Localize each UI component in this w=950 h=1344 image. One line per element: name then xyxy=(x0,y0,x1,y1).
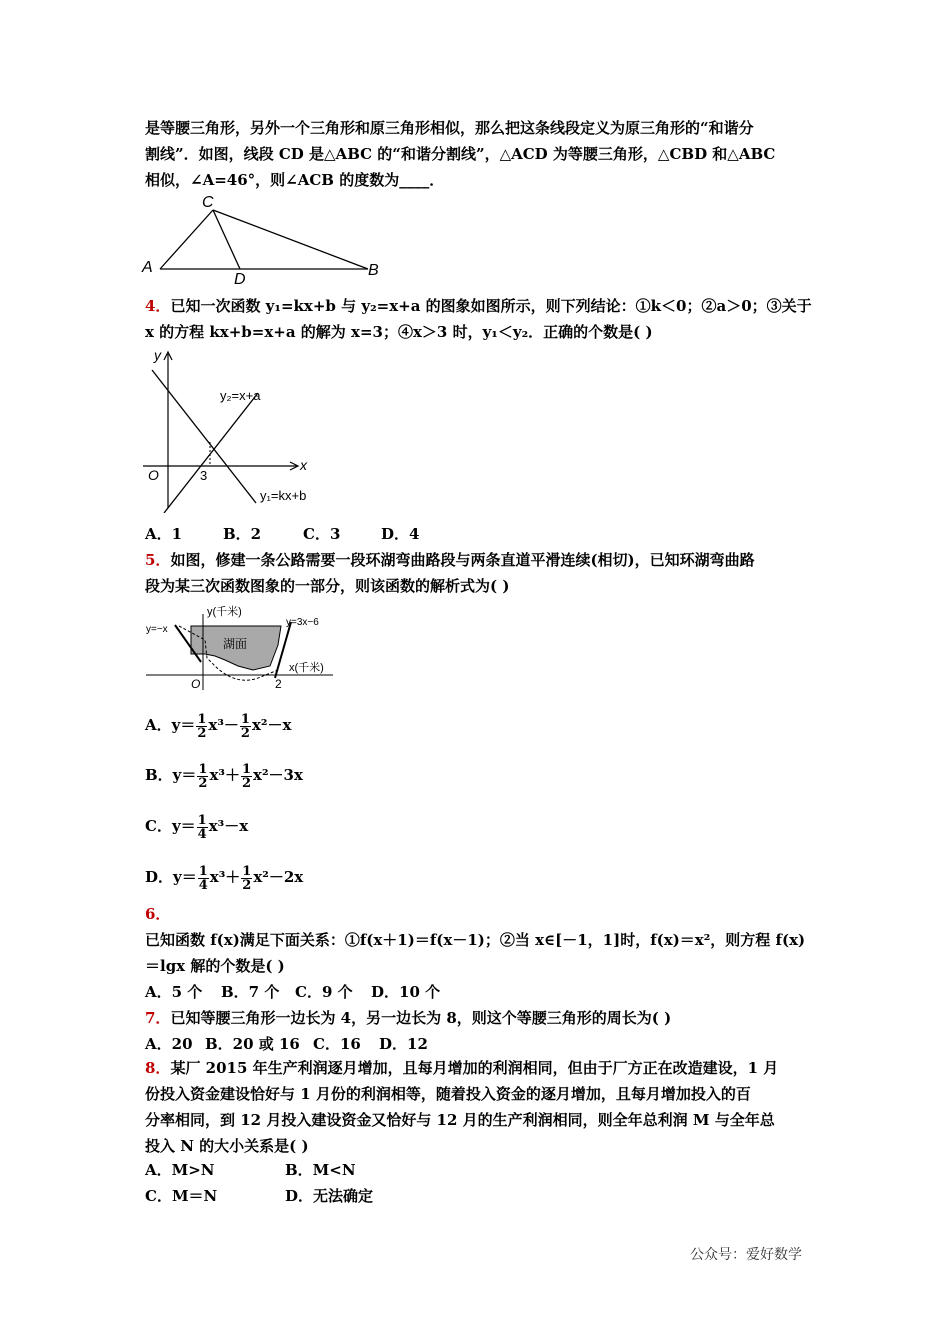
q6-option-c: C．9 个 xyxy=(295,983,353,1001)
footer-wechat: 公众号：爱好数学 xyxy=(690,1247,802,1263)
label-d: D xyxy=(234,271,246,284)
q8-number: 8． xyxy=(145,1059,171,1077)
q5-c-frac1: $\frac{1}{4}$ xyxy=(197,812,207,842)
q7-options xyxy=(145,1034,428,1054)
q5-line-2: 段为某三次函数图象的一部分，则该函数的解析式为( ) xyxy=(145,577,510,595)
linear-functions-graph xyxy=(138,348,338,513)
fig5-origin: O xyxy=(191,677,201,691)
fig5-left-line: y=−x xyxy=(146,624,168,635)
label-y1: y₁=kx+b xyxy=(260,488,307,503)
q8-line-4: 投入 N 的大小关系是( ) xyxy=(145,1137,309,1155)
graph-tick-3: 3 xyxy=(200,468,208,483)
q5-a-frac1: $\frac{1}{2}$ xyxy=(197,711,207,741)
graph-y-label: y xyxy=(154,348,161,363)
fig5-right-line: y=3x−6 xyxy=(286,617,319,628)
q4-line-2: x 的方程 kx+b=x+a 的解为 x=3；④x＞3 时，y₁＜y₂．正确的个数是( ) xyxy=(145,323,653,341)
q5-option-c xyxy=(145,813,248,841)
q8-text-1: 某厂 2015 年生产利润逐月增加，且每月增加的利润相同，但由于厂方正在改造建设，1 月 xyxy=(170,1059,779,1077)
q5-a-mid: x³－ xyxy=(208,716,239,734)
q5-option-d xyxy=(145,864,303,892)
q7-text-1: 已知等腰三角形一边长为 4，另一边长为 8，则这个等腰三角形的周长为( ) xyxy=(170,1009,672,1027)
q5-c-end: x³－x xyxy=(208,817,249,835)
q8-line-3: 分率相同，到 12 月投入建设资金又恰好与 12 月的生产利润相同，则全年总利润 M 与全年总 xyxy=(145,1111,775,1129)
q3-line-1: 是等腰三角形，另外一个三角形和原三角形相似，那么把这条线段定义为原三角形的“和谐分 xyxy=(145,119,754,137)
graph-origin: O xyxy=(148,467,159,483)
fig5-x-label: x(千米) xyxy=(289,662,324,674)
q7-number: 7． xyxy=(145,1009,171,1027)
q6-line-2: ＝lgx 解的个数是( ) xyxy=(145,957,285,975)
q5-d-frac1: $\frac{1}{4}$ xyxy=(198,863,208,893)
q8-line-1 xyxy=(145,1058,778,1078)
q5-b-mid: x³＋ xyxy=(209,766,240,784)
q5-a-frac2: $\frac{1}{2}$ xyxy=(240,711,250,741)
q5-c-prefix: C．y＝ xyxy=(145,817,196,835)
q4-option-c: C．3 xyxy=(303,525,341,543)
q8-options-row-2 xyxy=(145,1186,373,1206)
q8-options-row-1 xyxy=(145,1160,356,1180)
q5-b-frac2: $\frac{1}{2}$ xyxy=(241,761,252,791)
q6-option-d: D．10 个 xyxy=(371,983,441,1001)
q6-line-1: 已知函数 f(x)满足下面关系：①f(x＋1)＝f(x－1)；②当 x∈[－1，1]时，f(x)＝x²，则方程 f(x) xyxy=(145,931,806,949)
side-ac xyxy=(160,210,213,269)
q4-options xyxy=(145,524,419,544)
q5-b-frac1: $\frac{1}{2}$ xyxy=(198,761,208,791)
q5-d-frac2: $\frac{1}{2}$ xyxy=(242,863,252,893)
q8-option-b: B．M<N xyxy=(285,1161,356,1179)
q4-number: 4． xyxy=(145,297,171,315)
q8-option-c: C．M＝N xyxy=(145,1187,218,1205)
graph-x-label: x xyxy=(300,457,307,473)
q6-option-b: B．7 个 xyxy=(221,983,280,1001)
label-b: B xyxy=(368,262,379,279)
fig5-lake-label: 湖面 xyxy=(223,637,248,651)
q5-option-a xyxy=(145,712,291,740)
line-y2 xyxy=(164,393,258,513)
q4-option-b: B．2 xyxy=(223,525,262,543)
q4-option-a: A．1 xyxy=(145,525,183,543)
q5-d-prefix: D．y＝ xyxy=(145,868,197,886)
lake-road-figure xyxy=(143,600,343,692)
q7-option-c: C．16 xyxy=(313,1035,361,1053)
q5-d-mid: x³＋ xyxy=(209,868,241,886)
q6-num: 6． xyxy=(145,905,171,923)
q5-line-1 xyxy=(145,550,755,570)
q4-text-1: 已知一次函数 y₁=kx+b 与 y₂=x+a 的图象如图所示，则下列结论：①k＜0；②a＞0；③关于 xyxy=(170,297,812,315)
q7-line-1 xyxy=(145,1008,671,1028)
q5-b-end: x²－3x xyxy=(253,766,303,784)
q5-number: 5． xyxy=(145,551,171,569)
fig5-y-label: y(千米) xyxy=(207,606,242,618)
q5-a-end: x²－x xyxy=(251,716,292,734)
triangle-figure xyxy=(138,192,388,284)
q5-d-end: x²－2x xyxy=(253,868,304,886)
q5-option-b xyxy=(145,762,303,790)
q6-options xyxy=(145,982,440,1002)
q5-text-1: 如图，修建一条公路需要一段环湖弯曲路段与两条直道平滑连续(相切)，已知环湖弯曲路 xyxy=(170,551,755,569)
q7-option-a: A．20 xyxy=(145,1035,193,1053)
q6-number xyxy=(145,904,170,924)
q3-line-3: 相似，∠A=46°，则∠ACB 的度数为____． xyxy=(145,171,445,189)
q4-option-d: D．4 xyxy=(381,525,420,543)
label-a: A xyxy=(142,259,153,276)
label-y2: y₂=x+a xyxy=(220,388,261,403)
q5-a-prefix: A．y＝ xyxy=(145,716,196,734)
q7-option-d: D．12 xyxy=(379,1035,428,1053)
q6-option-a: A．5 个 xyxy=(145,983,203,1001)
q8-option-d: D．无法确定 xyxy=(285,1187,374,1205)
q3-line-2: 割线”．如图，线段 CD 是△ABC 的“和谐分割线”，△ACD 为等腰三角形，△CBD 和△ABC xyxy=(145,145,776,163)
q8-option-a: A．M>N xyxy=(145,1161,215,1179)
q5-b-prefix: B．y＝ xyxy=(145,766,197,784)
label-c: C xyxy=(202,194,214,211)
q7-option-b: B．20 或 16 xyxy=(205,1035,300,1053)
q8-line-2: 份投入资金建设恰好与 1 月份的利润相等，随着投入资金的逐月增加，且每月增加投入的百 xyxy=(145,1085,751,1103)
fig5-tick-2: 2 xyxy=(275,677,282,691)
q4-line-1 xyxy=(145,296,812,316)
